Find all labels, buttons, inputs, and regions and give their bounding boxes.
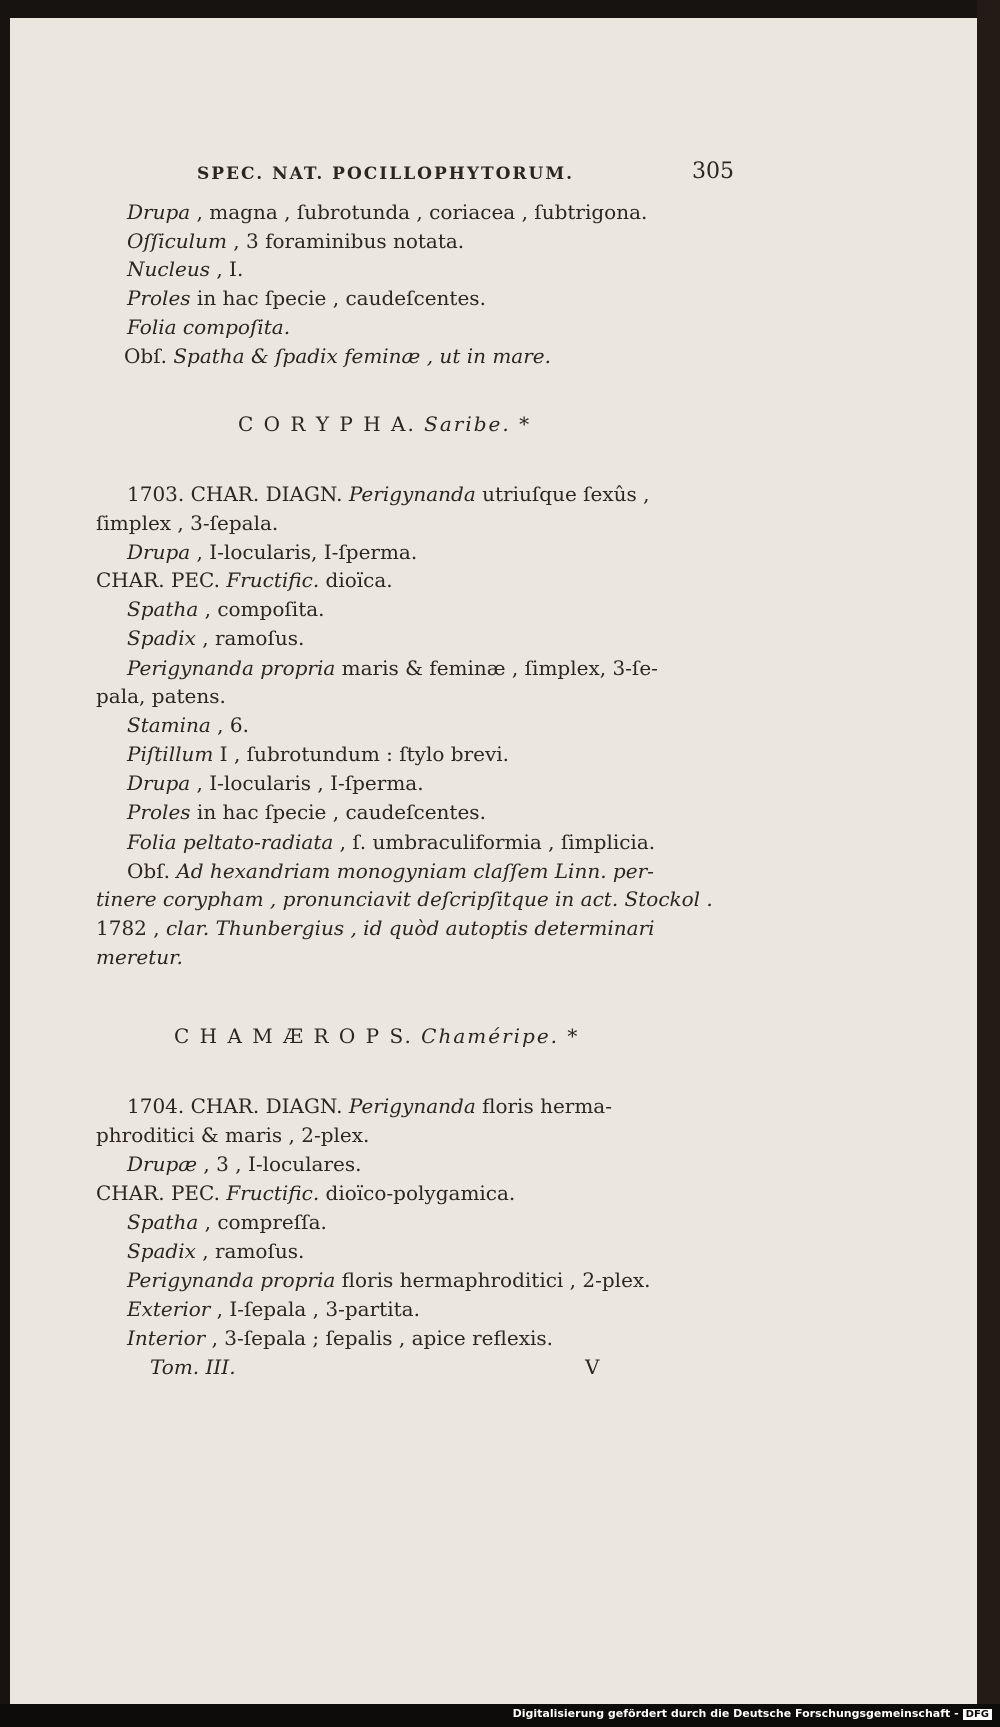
italic-text: Piſtillum	[127, 742, 214, 766]
roman-text: , compreſſa.	[198, 1210, 327, 1234]
roman-text: , 3 foraminibus notata.	[226, 229, 465, 253]
roman-text: C H A M Æ R O P S.	[174, 1024, 422, 1048]
text-line	[127, 626, 304, 650]
roman-text: utriuſque ſexûs ,	[475, 482, 650, 506]
text-line	[127, 800, 486, 824]
italic-text: Perigynanda	[348, 482, 476, 506]
roman-text: , I-locularis , I-ſperma.	[190, 771, 424, 795]
text-line	[127, 229, 464, 253]
text-line	[127, 286, 486, 310]
text-line	[96, 1123, 369, 1147]
italic-text: Interior	[127, 1326, 206, 1350]
roman-text: , compoſita.	[198, 597, 325, 621]
volume-label: Tom. III.	[150, 1355, 236, 1379]
roman-text: , magna , ſubrotunda , coriacea , ſubtrigona.	[190, 200, 648, 224]
italic-text: Saribe.	[424, 412, 511, 436]
italic-text: Stamina	[127, 713, 211, 737]
text-line	[96, 511, 278, 535]
italic-text: Drupa	[127, 540, 191, 564]
roman-text: dioïco-polygamica.	[319, 1181, 516, 1205]
italic-text: Oſſiculum	[127, 229, 227, 253]
text-line	[127, 482, 650, 506]
roman-text: , I.	[209, 257, 244, 281]
italic-text: Drupa	[127, 200, 191, 224]
italic-text: Drupa	[127, 771, 191, 795]
text-line	[96, 945, 183, 969]
signature-mark: V	[585, 1355, 600, 1379]
text-line	[96, 568, 393, 592]
roman-text: 1782 ,	[96, 916, 166, 940]
text-line	[127, 859, 654, 883]
italic-text: Exterior	[127, 1297, 211, 1321]
roman-text: , I-locularis, I-ſperma.	[190, 540, 418, 564]
italic-text: Nucleus	[127, 257, 210, 281]
text-line	[127, 597, 325, 621]
roman-text: , ſ. umbraculiformia , ſimplicia.	[333, 830, 656, 854]
text-line	[238, 412, 531, 436]
roman-text: , ramoſus.	[195, 626, 305, 650]
italic-text: Drupæ	[127, 1152, 198, 1176]
italic-text: Perigynanda propria	[127, 656, 336, 680]
italic-text: Perigynanda	[348, 1094, 476, 1118]
roman-text: , 3-ſepala ; ſepalis , apice reflexis.	[205, 1326, 553, 1350]
text-line	[124, 344, 551, 368]
roman-text: CHAR. PEC.	[96, 568, 227, 592]
italic-text: Proles	[127, 800, 191, 824]
roman-text: 1703. CHAR. DIAGN.	[127, 482, 349, 506]
italic-text: Spadix	[127, 1239, 196, 1263]
text-line	[127, 742, 509, 766]
text-line	[127, 1297, 420, 1321]
roman-text: phroditici & maris , 2-plex.	[96, 1123, 370, 1147]
text-line	[127, 315, 290, 339]
italic-text: Chaméripe.	[421, 1024, 560, 1048]
italic-text: Spadix	[127, 626, 196, 650]
text-line	[174, 1024, 579, 1048]
roman-text: *	[559, 1024, 580, 1048]
italic-text: Fructific.	[226, 1181, 320, 1205]
roman-text: pala, patens.	[96, 684, 226, 708]
page-number: 305	[692, 159, 734, 184]
text-line	[127, 1326, 553, 1350]
text-line	[127, 1239, 304, 1263]
roman-text: in hac ſpecie , caudeſcentes.	[190, 800, 486, 824]
text-line	[127, 1210, 327, 1234]
italic-text: Fructific.	[226, 568, 320, 592]
roman-text: in hac ſpecie , caudeſcentes.	[190, 286, 486, 310]
text-line	[127, 1152, 361, 1176]
roman-text: ſimplex , 3-ſepala.	[96, 511, 279, 535]
roman-text: , 6.	[210, 713, 249, 737]
italic-text: Folia peltato-radiata	[127, 830, 334, 854]
roman-text: CHAR. PEC.	[96, 1181, 227, 1205]
roman-text: , 3 , I-loculares.	[197, 1152, 362, 1176]
roman-text: floris herma-	[475, 1094, 612, 1118]
running-title: SPEC. NAT. POCILLOPHYTORUM.	[197, 164, 575, 184]
roman-text: , ramoſus.	[195, 1239, 305, 1263]
text-line	[127, 656, 658, 680]
italic-text: meretur.	[96, 945, 183, 969]
text-line	[127, 257, 243, 281]
text-line	[96, 887, 713, 911]
text-line	[127, 1268, 651, 1292]
roman-text: dioïca.	[319, 568, 393, 592]
roman-text: floris hermaphroditici , 2-plex.	[335, 1268, 651, 1292]
roman-text: 1704. CHAR. DIAGN.	[127, 1094, 349, 1118]
text-line	[127, 713, 249, 737]
italic-text: Spatha	[127, 597, 199, 621]
italic-text: Proles	[127, 286, 191, 310]
italic-text: Folia compoſita.	[127, 315, 291, 339]
roman-text: I , ſubrotundum : ſtylo brevi.	[213, 742, 510, 766]
text-line	[96, 916, 655, 940]
book-spine-shadow	[977, 0, 1000, 1727]
text-line	[127, 830, 655, 854]
roman-text: Obſ.	[127, 859, 177, 883]
text-line	[127, 771, 424, 795]
italic-text: Spatha & ſpadix feminæ , ut in mare.	[173, 344, 551, 368]
italic-text: Ad hexandriam monogyniam claſſem Linn. per-	[176, 859, 654, 883]
text-line	[127, 200, 647, 224]
scan-credit-text: Digitalisierung gefördert durch die Deutsche Forschungsgemeinschaft -	[512, 1707, 959, 1720]
italic-text: Spatha	[127, 1210, 199, 1234]
text-line	[127, 540, 417, 564]
scan-credit	[513, 1707, 992, 1720]
roman-text: , I-ſepala , 3-partita.	[210, 1297, 420, 1321]
text-line	[96, 1181, 515, 1205]
text-line	[96, 684, 226, 708]
roman-text: maris & feminæ , ſimplex, 3-ſe-	[335, 656, 658, 680]
roman-text: C O R Y P H A.	[238, 412, 425, 436]
italic-text: tinere corypham , pronunciavit deſcripſitque in act. Stockol .	[96, 887, 713, 911]
roman-text: *	[510, 412, 532, 436]
roman-text: Obſ.	[124, 344, 174, 368]
italic-text: Perigynanda propria	[127, 1268, 336, 1292]
dfg-logo: DFG	[963, 1709, 992, 1720]
text-line	[127, 1094, 612, 1118]
italic-text: clar. Thunbergius , id quòd autoptis determinari	[165, 916, 655, 940]
